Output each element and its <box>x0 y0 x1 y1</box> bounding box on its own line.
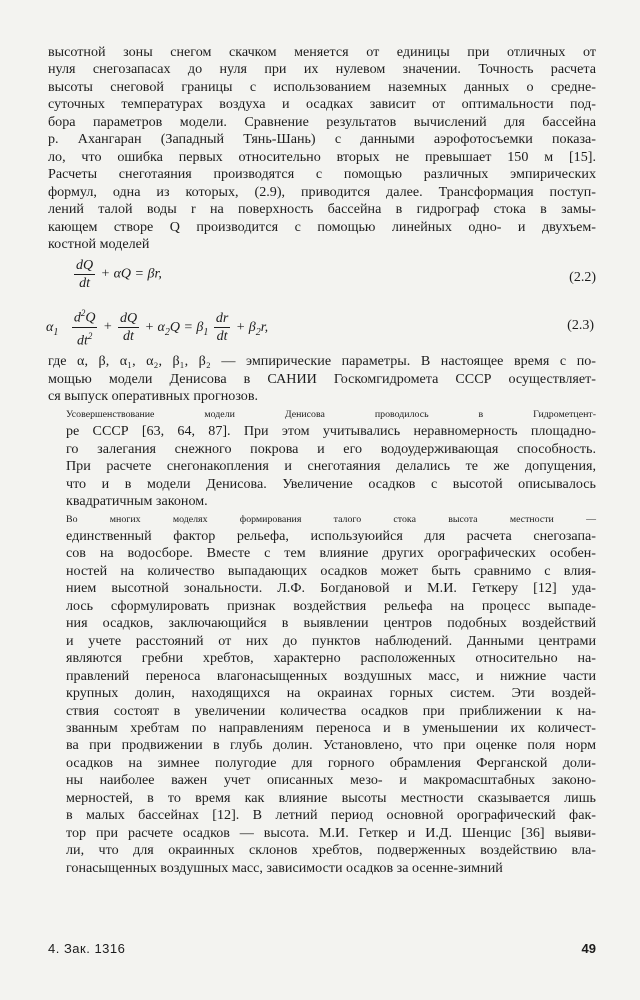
text-line: ны наиболее важен учет описанных мезо- и макромасштабных законо- <box>66 772 596 789</box>
text-line: где α, β, α₁, α₂, β₁, β₂ — эмпирические параметры. В настоящее время с по- <box>48 353 596 370</box>
text-line: лений талой воды r на поверхность бассейна в гидрограф стока в замы- <box>48 201 596 218</box>
text-line: ре СССР [63, 64, 87]. При этом учитывались неравномерность площадно- <box>66 423 596 440</box>
equation-number: (2.3) <box>567 318 594 334</box>
text-line: сов на водосборе. Вместе с тем влияние других орографических особен- <box>66 545 596 562</box>
text-line: мерностей, в то время как влияние высоты местности сказывается лишь <box>66 789 596 806</box>
text-line: ли, что для окраинных склонов хребтов, подверженных воздействию вла- <box>66 842 596 859</box>
text-line: и учете расстояний от них до пунктов наблюдений. Данными центрами <box>66 632 596 649</box>
text-line: ло, что ошибка первых относительно вторых не превышает 150 м [15]. <box>48 148 596 165</box>
equation-2-3: $\alpha_1$ $\frac{d^2Q}{dt^2}$ + $\frac{dQ}{dt}$ + $\alpha_2Q = \beta_1$ $\frac{dr}{dt}$ + $\beta_2r$, (2.3) <box>46 305 594 349</box>
page-number: 49 <box>581 941 596 956</box>
text-line: ся выпуск оперативных прогнозов. <box>48 388 259 405</box>
equation-number: (2.2) <box>569 270 596 286</box>
text-line: При расчете снегонакопления и снеготаяния делались те же допущения, <box>66 458 596 475</box>
text-line: что и в модели Денисова. Увеличение осадков с высотой описывалось <box>66 475 596 492</box>
text-line: являются гребни хребтов, характерно расположенных относительно на- <box>66 650 596 667</box>
paragraph-1 <box>48 44 596 253</box>
text-line: ва при продвижении в глубь долин. Установлено, что при оценке поля норм <box>66 737 596 754</box>
text-line: крупных долин, находящихся на окраинах горных систем. Эти воздей- <box>66 685 596 702</box>
text-line: суточных температурах воздуха и осадках зависит от оптимальности под- <box>48 96 596 113</box>
text-line: р. Ахангаран (Западный Тянь-Шань) с данными аэрофотосъемки показа- <box>48 131 596 148</box>
text-line: Во многих моделях формирования талого стока высота местности — <box>66 513 596 525</box>
text-line: квадратичным законом. <box>66 493 208 510</box>
text-line: гонасыщенных воздушных масс, зависимости осадков за осенне-зимний <box>66 859 503 876</box>
text-line: ностей на количество выпадающих осадков может быть сравнимо с влия- <box>66 562 596 579</box>
text-line: бора параметров модели. Сравнение результатов вычислений для бассейна <box>48 113 596 130</box>
text-line: костной моделей <box>48 235 150 252</box>
text-line: высоты снеговой границы с использованием наземных данных о средне- <box>48 78 596 95</box>
page-body <box>48 44 596 877</box>
text-line: ствия состоят в увеличении количества осадков при приближении к на- <box>66 702 596 719</box>
text-line: ния осадков, заключающийся в выявлении центров подобных воздействий <box>66 615 596 632</box>
text-line: нием высотной зональности. Л.Ф. Богдановой и М.И. Геткеру [12] уда- <box>66 580 596 597</box>
text-line: нуля снегозапасах до нуля при их нулевом значении. Точность расчета <box>48 61 596 78</box>
text-line: высотной зоны снегом скачком меняется от единицы при отличных от <box>48 44 596 60</box>
text-line: Расчеты снеготаяния производятся с помощью различных эмпирических <box>48 166 596 183</box>
text-line: единственный фактор рельефа, используюийся для расчета снегозапа- <box>66 527 596 544</box>
text-line: правлений переноса влагонасыщенных воздушных масс, и нижние части <box>66 667 596 684</box>
equation-2-2: $\frac{dQ}{dt}$ + αQ = βr, (2.2) <box>76 258 596 292</box>
text-line: в малых бассейнах [12]. В летний период основной орографический фак- <box>66 807 596 824</box>
text-line: формул, одна из которых, (2.9), приводится далее. Трансформация поступ- <box>48 183 596 200</box>
text-line: тор при расчете осадков — высота. М.И. Геткер и И.Д. Шенцис [36] выяви- <box>66 824 596 841</box>
paragraph-4 <box>48 511 596 878</box>
text-line: го залегания снежного покрова и его водоудерживающая способность. <box>66 440 596 457</box>
text-line: званным хребтам по направлениям переноса и в уменьшении их количест- <box>66 719 596 736</box>
paragraph-3 <box>48 406 596 511</box>
text-line: кающем створе Q производится с помощью линейных одно- и двухъем- <box>48 218 596 235</box>
text-line: Усовершенствование модели Денисова проводилось в Гидрометцент- <box>66 408 596 420</box>
printer-signature: 4. Зак. 1316 <box>48 941 126 956</box>
text-line: лось сформулировать признак воздействия рельефа на процесс выпаде- <box>66 597 596 614</box>
text-line: осадков на зимнее полугодие для горного обрамления Ферганской доли- <box>66 754 596 771</box>
paragraph-2 <box>48 353 596 405</box>
text-line: мощью модели Денисова в САНИИ Госкомгидромета СССР осуществляет- <box>48 370 596 387</box>
